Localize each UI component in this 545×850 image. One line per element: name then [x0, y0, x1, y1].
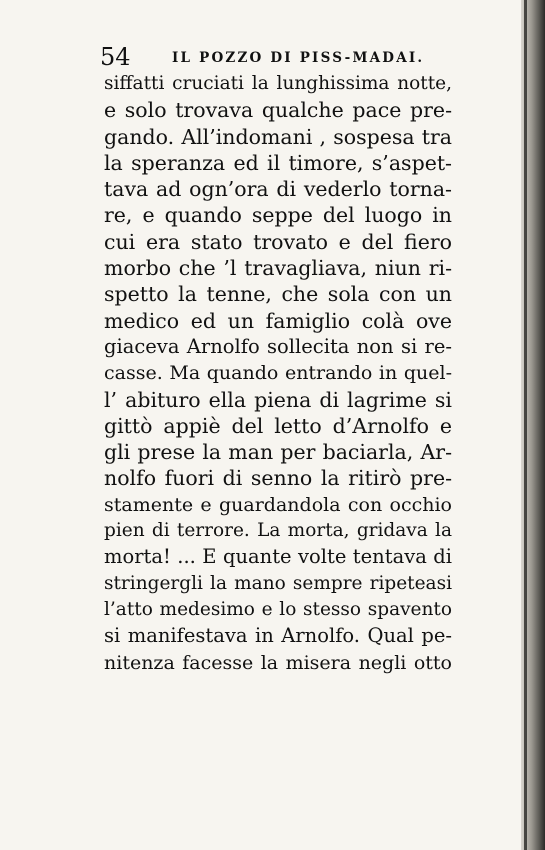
text-line: la speranza ed il timore, s’aspet- — [104, 150, 452, 175]
text-line: siffatti cruciati la lunghissima notte, — [104, 73, 452, 94]
text-line: spetto la tenne, che sola con un — [104, 282, 452, 307]
text-line: l’ abituro ella piena di lagrime si — [104, 387, 452, 412]
page-number: 54 — [100, 43, 131, 71]
text-line: gittò appiè del letto d’Arnolfo e — [104, 413, 452, 438]
text-line: pien di terrore. La morta, gridava la — [104, 520, 452, 542]
text-line: tava ad ogn’ora di vederlo torna- — [104, 177, 452, 202]
text-line: cui era stato trovato e del fiero — [104, 229, 452, 254]
text-line: giaceva Arnolfo sollecita non si re- — [104, 334, 452, 358]
text-line: l’atto medesimo e lo stesso spavento — [104, 598, 452, 620]
text-line: nolfo fuori di senno la ritirò pre- — [104, 466, 452, 491]
text-line: stringergli la mano sempre ripeteasi — [104, 572, 452, 594]
text-line: medico ed un famiglio colà ove — [104, 308, 452, 333]
binding-edge — [524, 0, 527, 850]
text-line: gando. All’indomani , sospesa tra — [104, 124, 452, 149]
text-line: si manifestava in Arnolfo. Qual pe- — [104, 624, 452, 648]
text-line: casse. Ma quando entrando in quel- — [104, 362, 452, 385]
text-line: morta! ... E quante volte tentava di — [104, 545, 452, 569]
text-line: re, e quando seppe del luogo in — [104, 203, 452, 228]
running-head: IL POZZO DI PISS-MADAI. — [172, 50, 425, 66]
text-line: stamente e guardandola con occhio — [104, 493, 452, 516]
text-line: nitenza facesse la misera negli otto — [104, 651, 452, 674]
text-line: morbo che ’l travagliava, niun ri- — [104, 256, 452, 281]
text-line: e solo trovava qualche pace pre- — [104, 98, 452, 123]
text-line: gli prese la man per baciarla, Ar- — [104, 440, 452, 465]
body-text — [104, 71, 452, 676]
page-header — [100, 44, 450, 70]
